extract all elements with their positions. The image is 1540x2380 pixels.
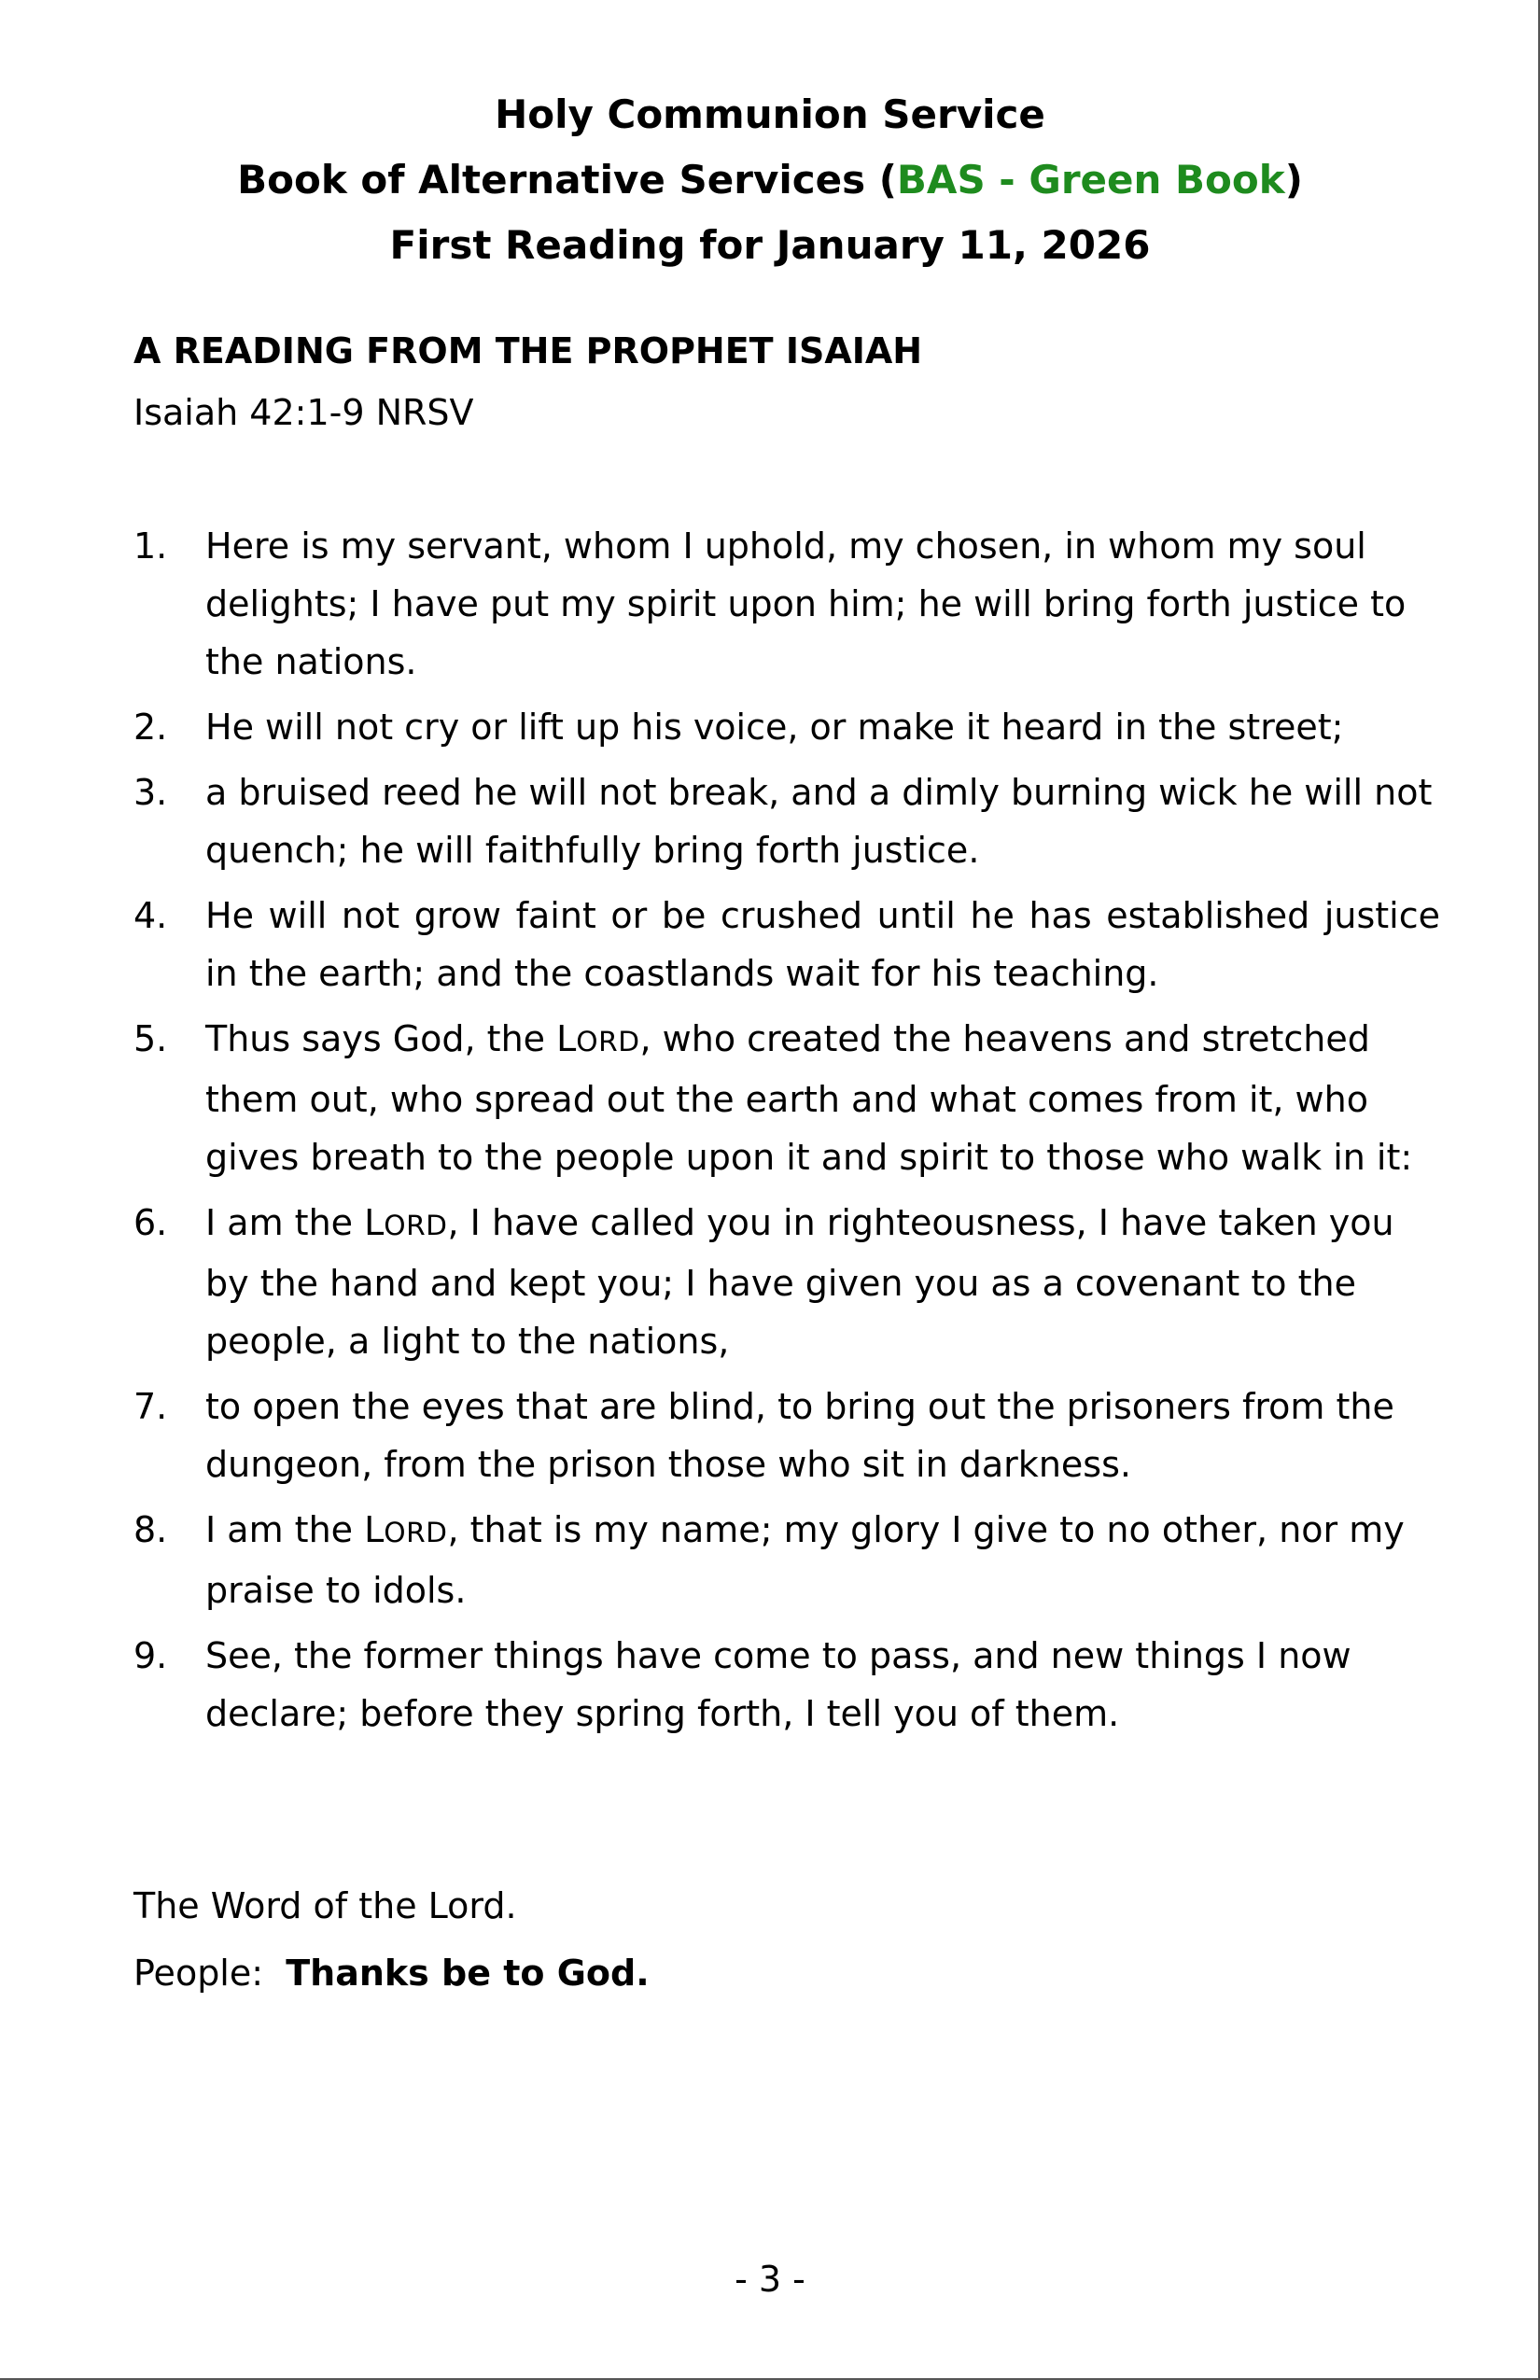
verse-8 [133, 1501, 1440, 1619]
book-title-green: BAS - Green Book [896, 157, 1285, 203]
closing-responses [133, 1872, 650, 2007]
verse-5 [133, 1010, 1440, 1186]
verse-text [205, 1018, 1412, 1178]
verse-text: to open the eyes that are blind, to bring out the prisoners from the dungeon, from the prison those who sit in darkness. [205, 1386, 1394, 1485]
verse-number: 8. [133, 1509, 168, 1550]
lord-rest: ORD [576, 1025, 640, 1057]
verse-number: 9. [133, 1635, 168, 1676]
verse-7 [133, 1378, 1440, 1493]
book-title-suffix: ) [1284, 157, 1303, 203]
verse-text-part: I am the [205, 1202, 365, 1243]
page-number: - 3 - [735, 2259, 805, 2300]
verse-text-part: , who created the heavens and stretched them out, who spread out the earth and what comes from it, who gives breath to the people upon it and spirit to those who walk in it: [205, 1018, 1413, 1178]
lord-initial: L [364, 1202, 385, 1243]
lord-smallcaps [364, 1202, 447, 1243]
verse-text-part: , that is my name; my glory I give to no other, nor my praise to idols. [205, 1509, 1405, 1611]
verse-number: 4. [133, 895, 168, 936]
verse-number: 5. [133, 1018, 168, 1059]
verse-number: 7. [133, 1386, 168, 1427]
verse-text: He will not grow faint or be crushed until he has established justice in the earth; and the coastlands wait for his teaching. [205, 895, 1440, 994]
lord-rest: ORD [384, 1516, 448, 1548]
verse-text: Here is my servant, whom I uphold, my chosen, in whom my soul delights; I have put my spirit upon him; he will bring forth justice to the nations. [205, 525, 1407, 682]
verse-9 [133, 1627, 1440, 1743]
lord-rest: ORD [384, 1209, 448, 1241]
verse-number: 3. [133, 772, 168, 813]
document-header [0, 82, 1540, 278]
verse-text: See, the former things have come to pass, and new things I now declare; before they spring forth, I tell you of them. [205, 1635, 1351, 1734]
verse-1 [133, 517, 1440, 691]
verse-text: He will not cry or lift up his voice, or make it heard in the street; [205, 707, 1344, 748]
lord-smallcaps [556, 1018, 639, 1059]
people-response-line [133, 1939, 650, 2007]
verse-text-part: Thus says God, the [205, 1018, 557, 1059]
reading-citation: Isaiah 42:1-9 NRSV [133, 392, 474, 433]
verse-4 [133, 887, 1440, 1002]
verse-text-part: I am the [205, 1509, 365, 1550]
book-title [0, 147, 1540, 213]
verse-2 [133, 698, 1440, 756]
verse-text: a bruised reed he will not break, and a dimly burning wick he will not quench; he will faithfully bring forth justice. [205, 772, 1433, 871]
people-response: Thanks be to God. [286, 1953, 650, 1994]
verse-number: 6. [133, 1202, 168, 1243]
reading-date-title: First Reading for January 11, 2026 [389, 222, 1151, 268]
people-label: People: [133, 1953, 264, 1994]
verse-number: 2. [133, 707, 168, 748]
verse-text [205, 1509, 1405, 1611]
verse-6 [133, 1194, 1440, 1370]
book-title-prefix: Book of Alternative Services ( [237, 157, 897, 203]
lord-smallcaps [364, 1509, 447, 1550]
verse-text [205, 1202, 1394, 1362]
verse-number: 1. [133, 525, 168, 567]
verse-3 [133, 763, 1440, 879]
service-title: Holy Communion Service [495, 91, 1045, 137]
lord-initial: L [556, 1018, 577, 1059]
word-of-the-lord: The Word of the Lord. [133, 1885, 517, 1926]
verse-text-part: , I have called you in righteousness, I have taken you by the hand and kept you; I have given you as a covenant to the people, a light to the nations, [205, 1202, 1394, 1362]
reading-heading: A READING FROM THE PROPHET ISAIAH [133, 330, 923, 371]
verse-list [133, 517, 1440, 1750]
lord-initial: L [364, 1509, 385, 1550]
